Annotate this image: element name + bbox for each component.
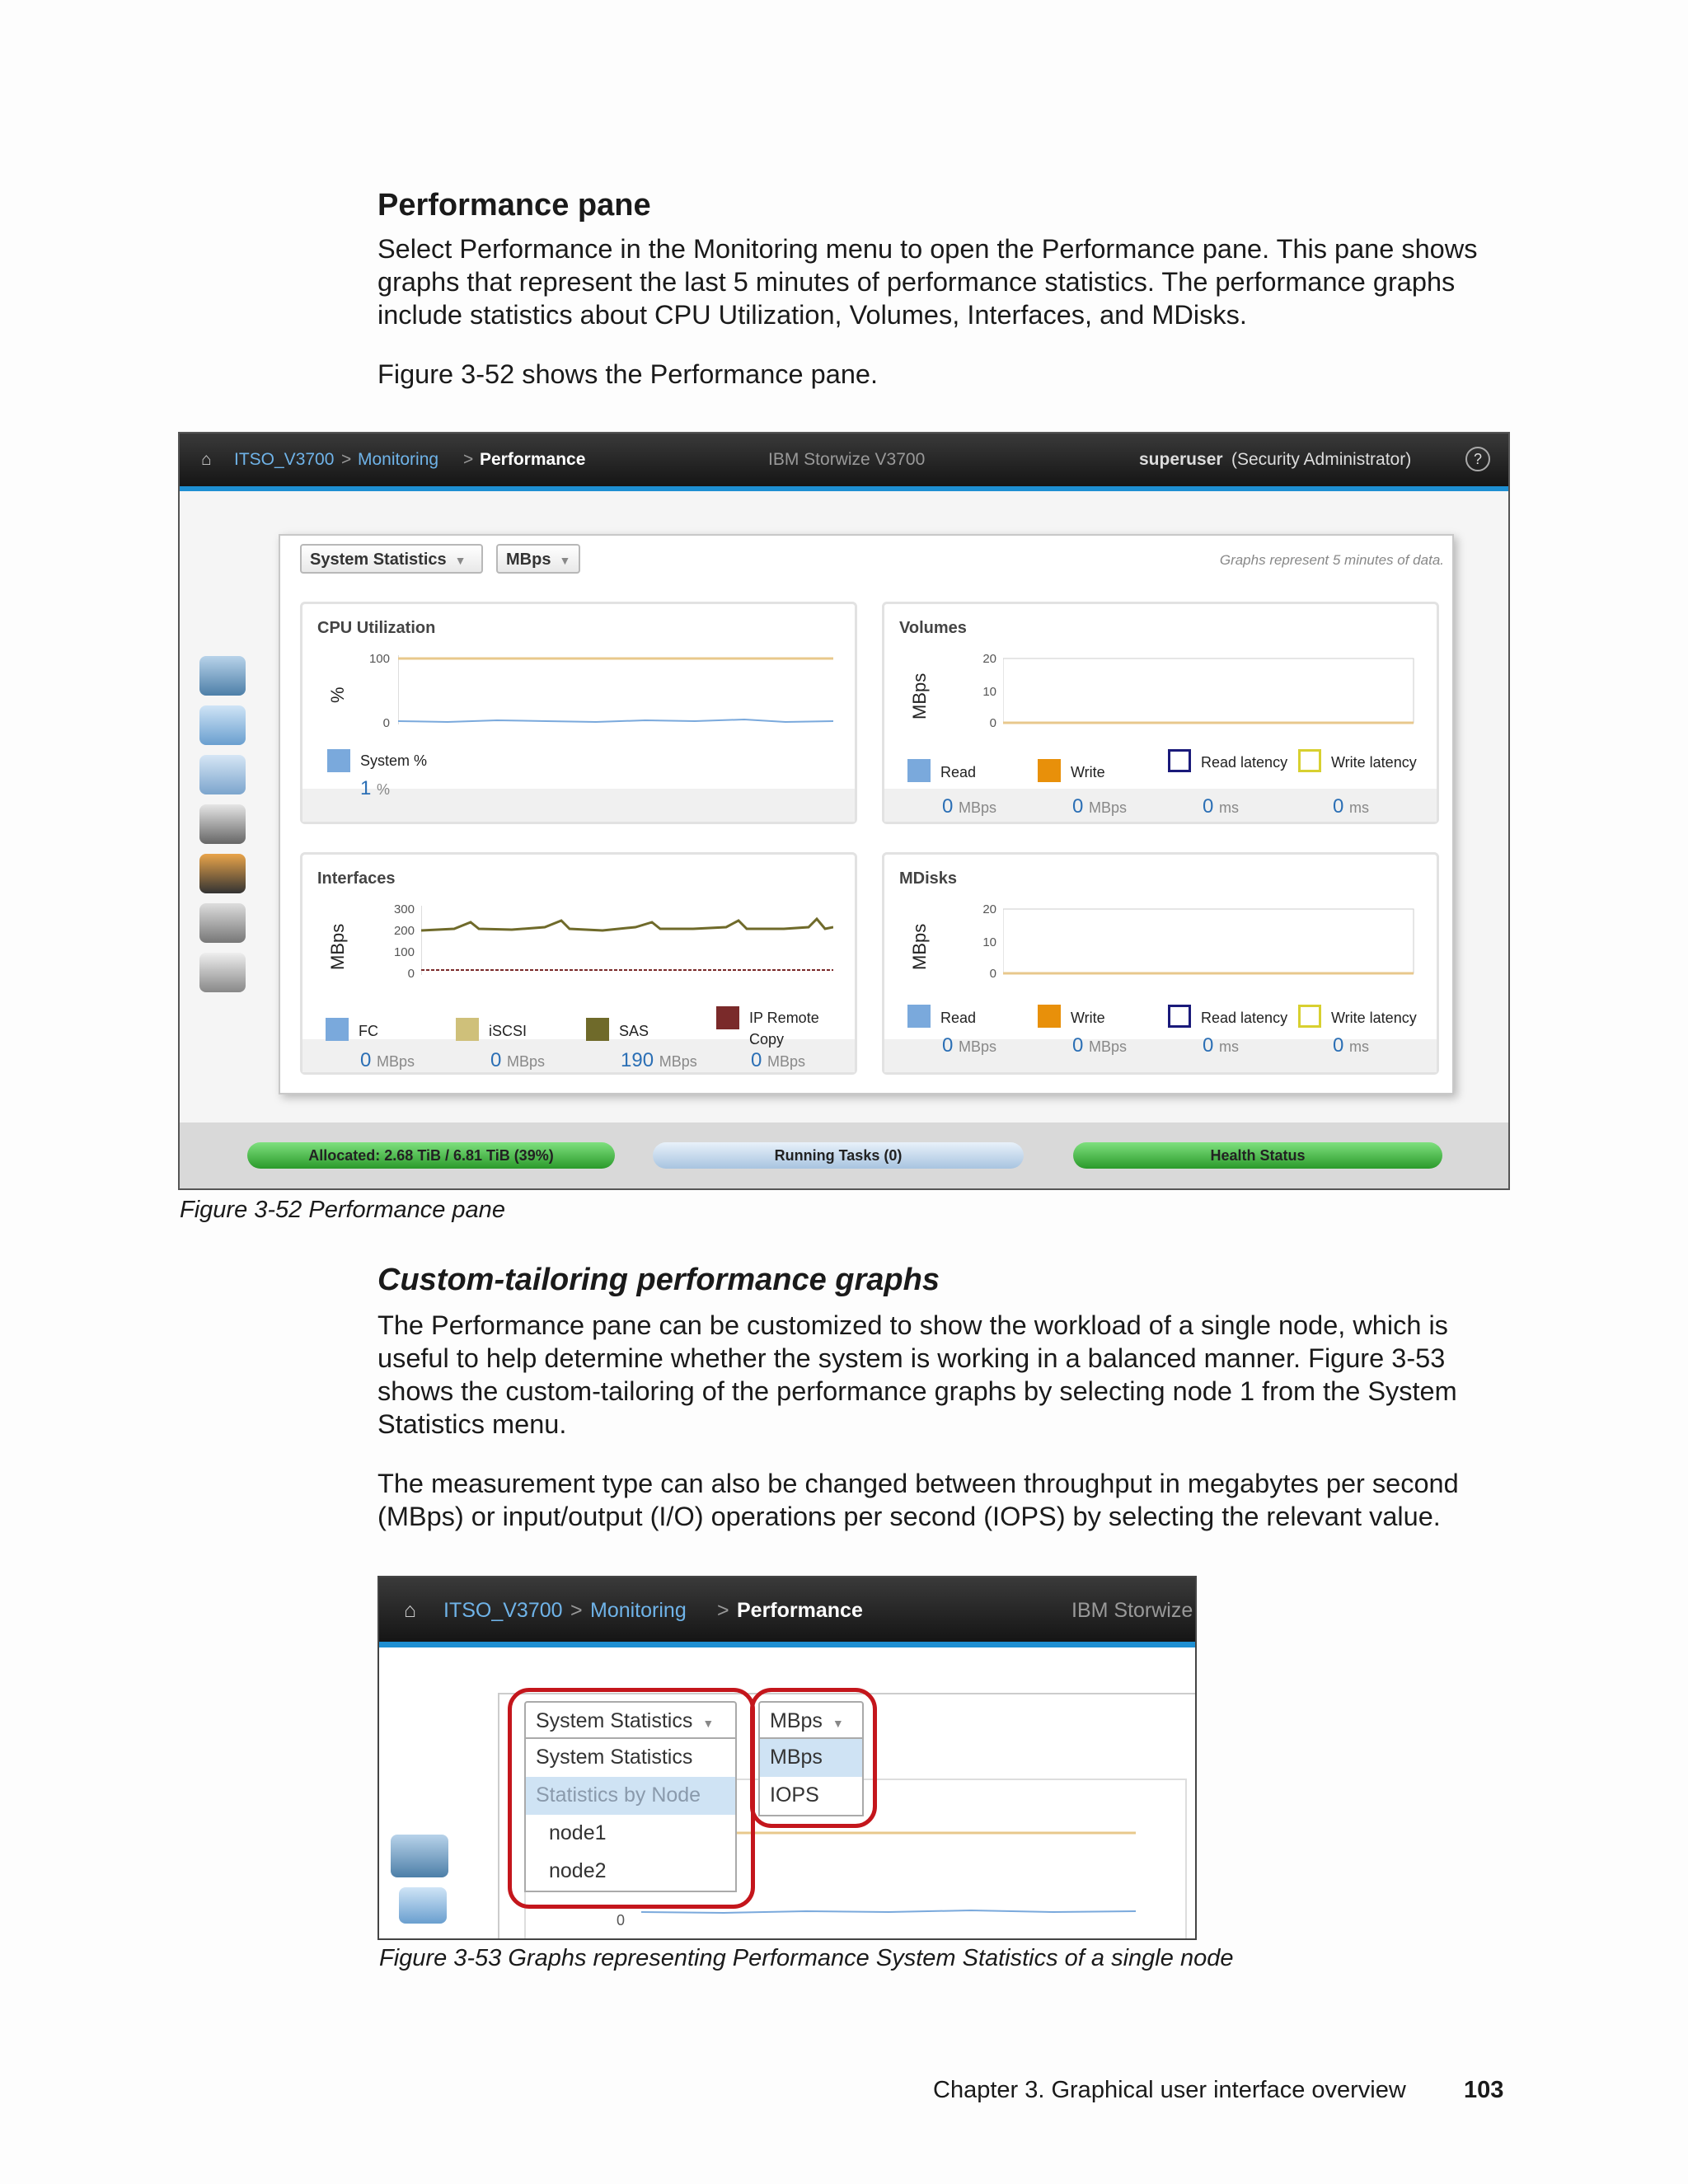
- graph-area: 0: [524, 1779, 1187, 1940]
- hosts-icon[interactable]: [199, 804, 246, 844]
- breadcrumb-system[interactable]: ITSO_V3700: [443, 1599, 563, 1622]
- menu-item-statistics-by-node[interactable]: Statistics by Node: [526, 1777, 735, 1815]
- menu-item-iops[interactable]: IOPS: [770, 1783, 819, 1807]
- cpu-value: 1 %: [360, 777, 391, 799]
- breadcrumb-monitoring[interactable]: Monitoring: [358, 450, 439, 469]
- top-bar: ⌂ ITSO_V3700 > Monitoring > Performance IBM Storwize V3700 superuser (Security Administrator) ?: [180, 434, 1508, 491]
- help-icon[interactable]: ?: [1465, 447, 1490, 471]
- top-bar: ⌂ ITSO_V3700 > Monitoring > Performance IBM Storwize: [379, 1577, 1195, 1647]
- home-icon[interactable]: ⌂: [404, 1599, 417, 1622]
- home-icon[interactable]: ⌂: [201, 450, 212, 469]
- overview-icon[interactable]: [391, 1835, 448, 1877]
- chapter-footer: Chapter 3. Graphical user interface overview: [933, 2077, 1406, 2103]
- figure-caption: Figure 3-53 Graphs representing Performance System Statistics of a single node: [379, 1945, 1234, 1971]
- paragraph: The Performance pane can be customized to show the workload of a single node, which is useful to help determine whether the system is working in a balanced manner. Figure 3-53 shows the custom-tailoring of the performance graphs by selecting node 1 from the System Statistics menu.: [377, 1310, 1457, 1439]
- menu-item-mbps[interactable]: MBps: [760, 1739, 862, 1777]
- interfaces-graph: Interfaces MBps 300 200 100 0 FC iSCSI SAS IP Remote Copy 0 MBps 0 MBps 190 MBps 0 MBps: [300, 852, 857, 1075]
- performance-panel: [279, 534, 1454, 1094]
- section-heading: Performance pane: [377, 188, 651, 223]
- copy-services-icon[interactable]: [199, 854, 246, 893]
- paragraph: Figure 3-52 shows the Performance pane.: [377, 359, 878, 389]
- breadcrumb-monitoring[interactable]: Monitoring: [590, 1599, 687, 1622]
- figure-caption: Figure 3-52 Performance pane: [180, 1197, 505, 1223]
- chevron-down-icon: ▼: [454, 554, 467, 567]
- menu-item-system-statistics[interactable]: System Statistics: [536, 1746, 693, 1769]
- menu-item-node1[interactable]: node1: [549, 1821, 607, 1844]
- menu-item-node2[interactable]: node2: [549, 1859, 607, 1882]
- product-name: IBM Storwize V3700: [768, 450, 926, 469]
- running-tasks-bar[interactable]: Running Tasks (0): [653, 1142, 1024, 1169]
- mdisks-plot: [1003, 906, 1415, 975]
- breadcrumb-current: Performance: [480, 450, 586, 469]
- breadcrumb-current: Performance: [737, 1599, 863, 1622]
- unit-dropdown[interactable]: MBps ▼: [758, 1701, 864, 1742]
- pools-icon[interactable]: [199, 705, 246, 745]
- graph-note: Graphs represent 5 minutes of data.: [1219, 552, 1444, 568]
- allocated-capacity-bar[interactable]: Allocated: 2.68 TiB / 6.81 TiB (39%): [247, 1142, 615, 1169]
- settings-gear-icon[interactable]: [199, 953, 246, 992]
- access-lock-icon[interactable]: [199, 903, 246, 943]
- health-status-bar[interactable]: Health Status: [1073, 1142, 1442, 1169]
- subsection-heading: Custom-tailoring performance graphs: [377, 1263, 940, 1297]
- figure-custom-graphs: [377, 1576, 1197, 1940]
- volumes-icon[interactable]: [199, 755, 246, 794]
- interfaces-plot: [421, 906, 833, 975]
- user-name[interactable]: superuser: [1139, 450, 1223, 469]
- system-statistics-dropdown[interactable]: System Statistics ▼: [524, 1701, 737, 1742]
- chevron-down-icon: ▼: [832, 1717, 844, 1730]
- volumes-plot: [1003, 655, 1415, 724]
- highlight-ring: [508, 1688, 755, 1909]
- chevron-down-icon: ▼: [702, 1717, 715, 1730]
- product-name: IBM Storwize: [1071, 1599, 1193, 1622]
- cpu-utilization-graph: CPU Utilization % 100 0 System % 1 %: [300, 602, 857, 824]
- user-role: (Security Administrator): [1231, 450, 1412, 469]
- home-overview-icon[interactable]: [199, 656, 246, 696]
- chevron-down-icon: ▼: [559, 554, 571, 567]
- mdisks-graph: MDisks MBps 20 10 0 Read Write Read latency Write latency 0 MBps 0 MBps 0 ms 0 ms: [882, 852, 1439, 1075]
- unit-dropdown[interactable]: MBps ▼: [496, 544, 580, 574]
- paragraph: Select Performance in the Monitoring menu to open the Performance pane. This pane shows graphs that represent the last 5 minutes of performance statistics. The performance graphs include statistics about CPU Utilization, Volumes, Interfaces, and MDisks.: [377, 234, 1478, 330]
- status-bar: [180, 1122, 1508, 1188]
- breadcrumb-system[interactable]: ITSO_V3700: [234, 450, 335, 469]
- paragraph: The measurement type can also be changed between throughput in megabytes per second (MBps) or input/output (I/O) operations per second (IOPS) by selecting the relevant value.: [377, 1469, 1459, 1531]
- volumes-graph: Volumes MBps 20 10 0 Read Write Read latency Write latency 0 MBps 0 MBps 0 ms 0 ms: [882, 602, 1439, 824]
- cpu-plot: [398, 655, 833, 724]
- pools-icon[interactable]: [399, 1887, 447, 1924]
- figure-performance-pane: [178, 432, 1510, 1190]
- system-statistics-dropdown[interactable]: System Statistics ▼: [300, 544, 483, 574]
- highlight-ring: [750, 1688, 877, 1828]
- sidebar: [191, 656, 251, 1002]
- page-number: 103: [1464, 2077, 1504, 2103]
